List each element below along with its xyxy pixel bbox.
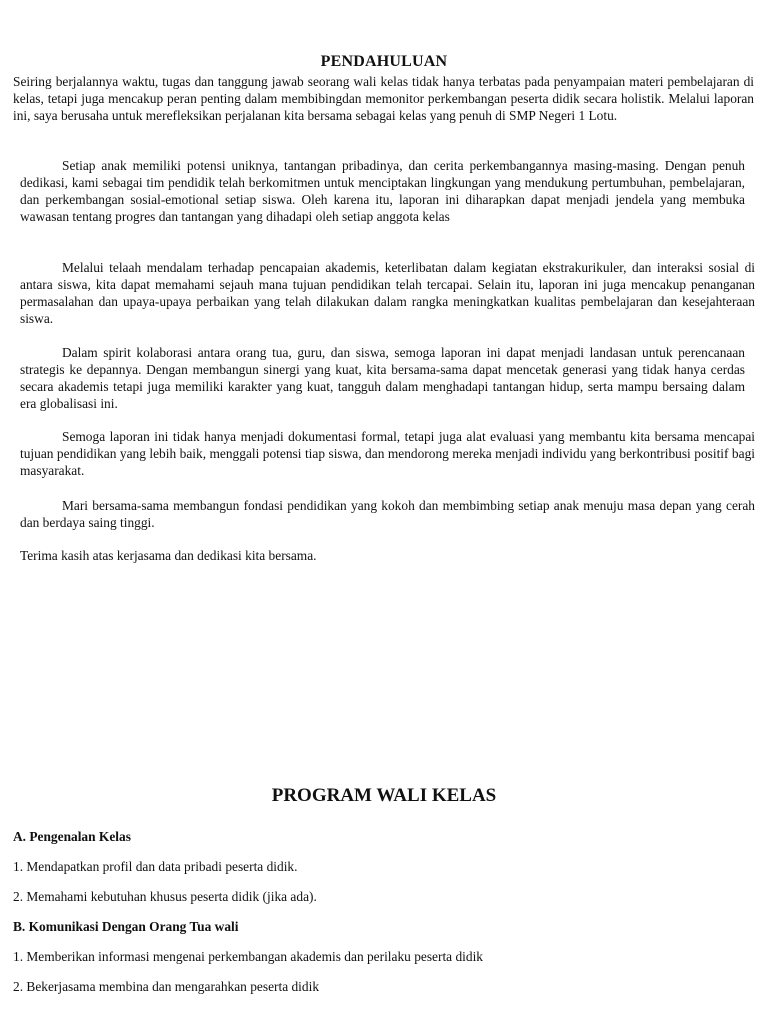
intro-paragraph-3: Melalui telaah mendalam terhadap pencapaian akademis, keterlibatan dalam kegiatan ekstrakurikuler, dan interaksi sosial di antara siswa, kita dapat memahami sejauh mana tujuan pendidikan telah tercapai. Selain itu, laporan ini juga mencakup penanganan permasalahan dan upaya-upaya perbaikan yang telah dilakukan dalam rangka meningkatkan kualitas pembelajaran dan kesejahteraan siswa.: [20, 260, 755, 326]
intro-paragraph-2: Setiap anak memiliki potensi uniknya, tantangan pribadinya, dan cerita perkembangannya masing-masing. Dengan penuh dedikasi, kami sebagai tim pendidik telah berkomitmen untuk menciptakan lingkungan yang mendukung pertumbuhan, pembelajaran, dan perkembangan sosial-emotional setiap siswa. Oleh karena itu, laporan ini diharapkan dapat menjadi jendela yang membuka wawasan tentang progres dan tantangan yang dihadapi oleh setiap anggota kelas: [20, 158, 745, 224]
section-title-pendahuluan: PENDAHULUAN: [320, 53, 448, 70]
section-title-program: PROGRAM WALI KELAS: [271, 785, 497, 806]
intro-paragraph-1: Seiring berjalannya waktu, tugas dan tanggung jawab seorang wali kelas tidak hanya terbatas pada penyampaian materi pembelajaran di kelas, tetapi juga mencakup peran penting dalam membibingdan memonitor perkembangan peserta didik secara holistik. Melalui laporan ini, saya berusaha untuk merefleksikan perjalanan kita bersama sebagai kelas yang penuh di SMP Negeri 1 Lotu.: [13, 74, 754, 123]
list-item: 2. Bekerjasama membina dan mengarahkan peserta didik: [13, 979, 320, 994]
list-item: 2. Memahami kebutuhan khusus peserta didik (jika ada).: [13, 889, 317, 904]
list-item: 1. Memberikan informasi mengenai perkembangan akademis dan perilaku peserta didik: [13, 949, 483, 964]
intro-paragraph-5: Semoga laporan ini tidak hanya menjadi dokumentasi formal, tetapi juga alat evaluasi yang membantu kita bersama mencapai tujuan pendidikan yang lebih baik, menggali potensi tiap siswa, dan mendorong mereka menjadi individu yang berkontribusi positif bagi masyarakat.: [20, 429, 755, 478]
intro-paragraph-4: Dalam spirit kolaborasi antara orang tua, guru, dan siswa, semoga laporan ini dapat menjadi landasan untuk perencanaan strategis ke depannya. Dengan membangun sinergi yang kuat, kita bersama-sama dapat mencetak generasi yang tidak hanya cerdas secara akademis tetapi juga memiliki karakter yang kuat, tangguh dalam menghadapi tantangan hidup, serta mampu bersaing dalam era globalisasi ini.: [20, 345, 745, 411]
subheading-pengenalan-kelas: A. Pengenalan Kelas: [13, 829, 131, 844]
closing-line: Terima kasih atas kerjasama dan dedikasi kita bersama.: [20, 548, 317, 563]
subheading-komunikasi: B. Komunikasi Dengan Orang Tua wali: [13, 919, 239, 934]
list-item: 1. Mendapatkan profil dan data pribadi peserta didik.: [13, 859, 298, 874]
intro-paragraph-6: Mari bersama-sama membangun fondasi pendidikan yang kokoh dan membimbing setiap anak menuju masa depan yang cerah dan berdaya saing tinggi.: [20, 498, 755, 530]
